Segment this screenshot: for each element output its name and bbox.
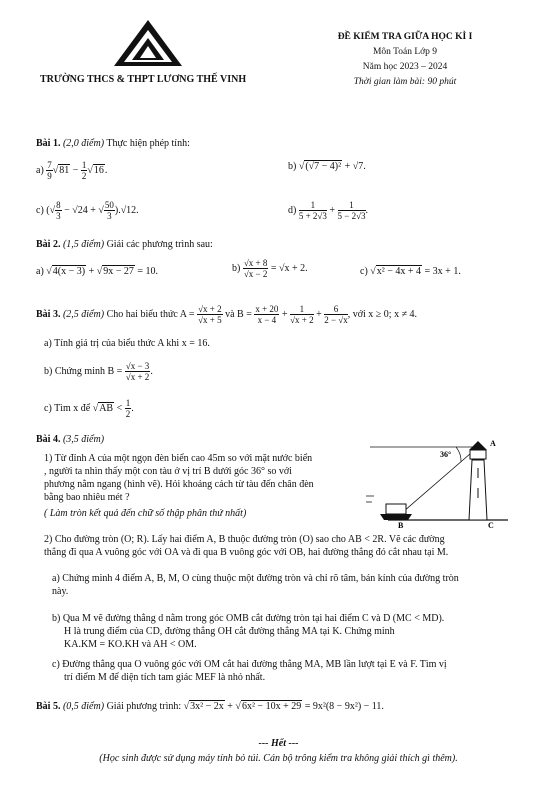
- angle-label: 36°: [440, 450, 452, 459]
- point-b-label: B: [398, 521, 404, 530]
- school-logo: [112, 18, 184, 68]
- exam-time: Thời gian làm bài: 90 phút: [353, 77, 457, 87]
- problem-3c: c) Tìm x để √AB < $\frac{1}{2}$ .: [44, 398, 134, 419]
- problem-4-2: 2) Cho đường tròn (O; R). Lấy hai điểm A, B thuộc đường tròn (O) sao cho AB < 2R. Vẽ các đường thẳng đi qua A vuông góc với OA và đi qua B vuông góc với OB, hai đường thẳng đó cắt nhau tại M.: [44, 534, 449, 558]
- problem-1-heading: Bài 1. (2,0 điểm) Thực hiện phép tính:: [36, 138, 190, 149]
- problem-3b: b) Chứng minh B = $\frac{√x - 3}{√x + 2}$ .: [44, 361, 153, 382]
- exam-subject: Môn Toán Lớp 9: [372, 47, 438, 57]
- problem-2-heading: Bài 2. (1,5 điểm) Giải các phương trình sau:: [36, 239, 213, 250]
- footnote: (Học sinh được sử dụng máy tính bỏ túi. Cán bộ trông kiểm tra không giải thích gì thêm).: [99, 753, 458, 764]
- point-a-label: A: [490, 439, 496, 448]
- problem-1a: a) $\frac{7}{9}$ √81 − $\frac{1}{2}$ √16.: [36, 160, 108, 181]
- problem-4-heading: Bài 4. (3,5 điểm): [36, 434, 105, 445]
- problem-3a: a) Tính giá trị của biểu thức A khi x = 16.: [44, 338, 210, 349]
- problem-2a: a) √4(x − 3) + √9x − 27 = 10.: [36, 266, 158, 277]
- problem-4-2b: b) Qua M vẽ đường thẳng d nằm trong góc OMB cắt đường tròn tại hai điểm C và D (MC < MD). H là trung điểm của CD, đường thẳng OH cắt đường thẳng MA tại K. Chứng minh KA.KM = KO.KH và AH < OM.: [52, 613, 445, 650]
- problem-4-2c: c) Đường thẳng qua O vuông góc với OM cắt hai đường thẳng MA, MB lần lượt tại E và F. Tìm vị trí điểm M để diện tích tam giác MEF là nhỏ nhất.: [52, 659, 447, 683]
- problem-1c: c) (√ $\frac{8}{3}$ − √24 + √ $\frac{50}{3}$ ).√12.: [36, 200, 139, 221]
- problem-4-1: 1) Từ đỉnh A của một ngọn đèn biển cao 45m so với mặt nước biển , người ta nhìn thấy một con tàu ở vị trí B dưới góc 36° so với phương nằm ngang (hình vẽ). Hỏi khoảng cách từ tàu đến chân đèn bằng bao nhiêu mét ? ( Làm tròn kết quả đến chữ số thập phân thứ nhất): [44, 453, 314, 519]
- problem-2c: c) √x² − 4x + 4 = 3x + 1.: [360, 266, 461, 277]
- problem-1b: b) √(√7 − 4)² + √7.: [288, 161, 366, 172]
- problem-4-2a: a) Chứng minh 4 điểm A, B, M, O cùng thuộc một đường tròn và chỉ rõ tâm, bán kính của đường tròn này.: [52, 573, 459, 597]
- end-marker: --- Hết ---: [258, 738, 299, 749]
- point-c-label: C: [488, 521, 494, 530]
- school-name: TRƯỜNG THCS & THPT LƯƠNG THẾ VINH: [40, 74, 247, 85]
- exam-year: Năm học 2023 – 2024: [362, 62, 448, 72]
- problem-5: Bài 5. (0,5 điểm) Giải phương trình: √3x² − 2x + √6x² − 10x + 29 = 9x²(8 − 9x²) − 11.: [36, 701, 384, 712]
- problem-3-heading: Bài 3. (2,5 điểm) Cho hai biểu thức A = $\frac{√x + 2}{√x + 5}$ và B = $\frac{x + 20}{x - 4}$ + $\frac{1}{√x + 2}$ + $\frac{6}{2 - √x}$ , với x ≥ 0; x ≠ 4.: [36, 304, 418, 325]
- problem-1d: d) $\frac{1}{5 + 2√3}$ + $\frac{1}{5 - 2√3}$ .: [288, 200, 369, 221]
- exam-title: ĐỀ KIỂM TRA GIỮA HỌC KÌ I: [337, 32, 473, 42]
- lighthouse-figure: [360, 438, 518, 530]
- problem-2b: b) $\frac{√x + 8}{√x - 2}$ = √x + 2.: [232, 258, 308, 279]
